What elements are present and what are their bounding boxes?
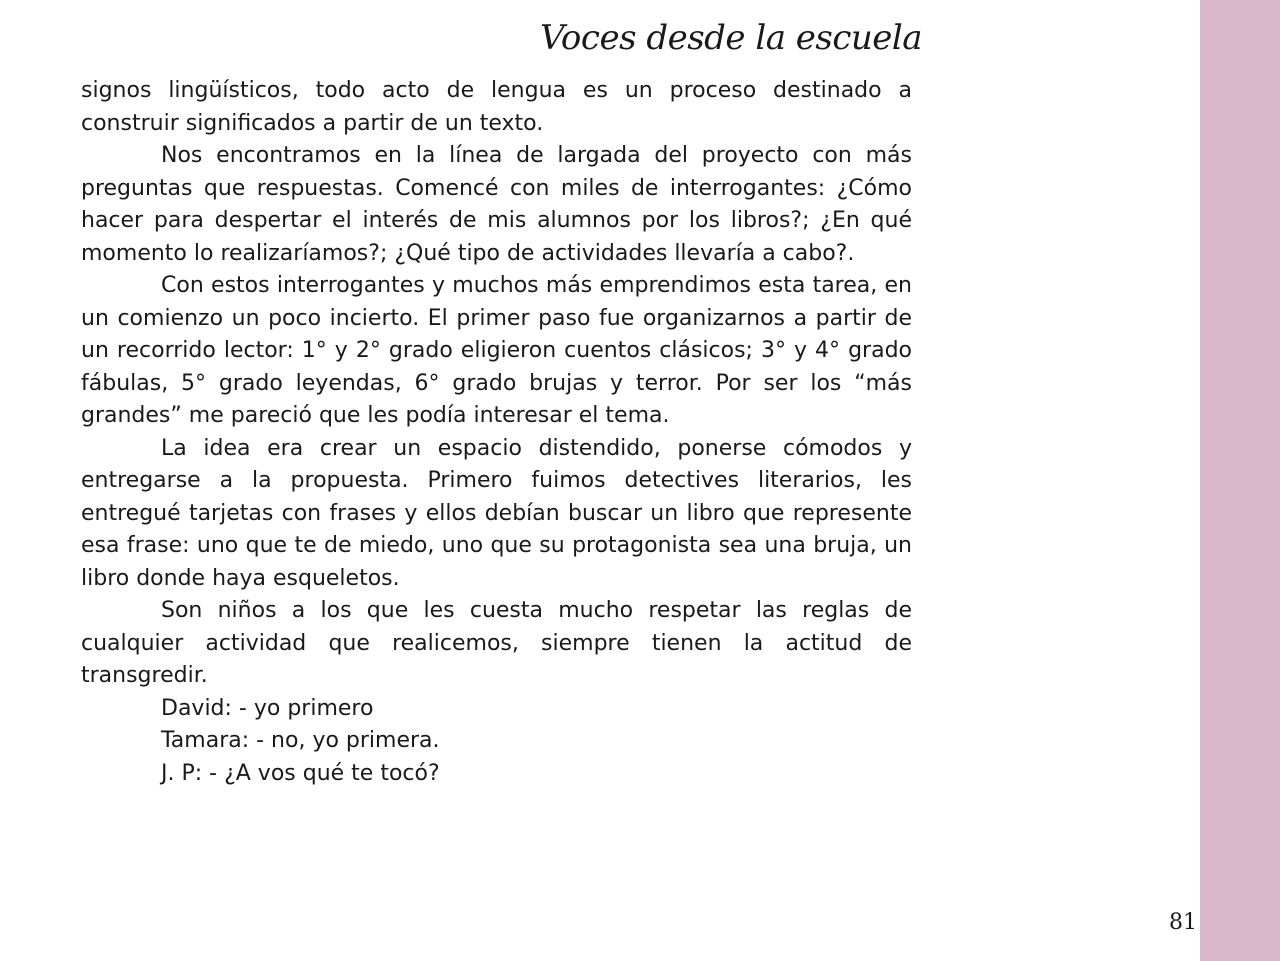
paragraph: signos lingüísticos, todo acto de lengua es un proceso destinado a construir significados a partir de un texto. [81,78,912,136]
body-text [81,75,912,790]
paragraph: Son niños a los que les cuesta mucho respetar las reglas de cualquier actividad que realicemos, siempre tienen la actitud de transgredir. [81,598,912,688]
page-number: 81 [1169,910,1197,935]
paragraph: Nos encontramos en la línea de largada del proyecto con más preguntas que respuestas. Comencé con miles de interrogantes: ¿Cómo hacer para despertar el interés de mis alumnos por los libros?; ¿En qué momento lo realizaríamos?; ¿Qué tipo de actividades llevaría a cabo?. [81,143,912,266]
dialogue-line: Tamara: - no, yo primera. [161,728,440,753]
dialogue-line: David: - yo primero [161,695,374,721]
dialogue-line: J. P: - ¿A vos qué te tocó? [161,760,440,786]
paragraph: La idea era crear un espacio distendido, ponerse cómodos y entregarse a la propuesta. Primero fuimos detectives literarios, les entregué tarjetas con frases y ellos debían buscar un libro que represente esa frase: uno que te de miedo, uno que su protagonista sea una bruja, un libro donde haya esqueletos. [81,435,912,591]
side-color-band [1200,0,1280,961]
paragraph: Con estos interrogantes y muchos más emprendimos esta tarea, en un comienzo un poco incierto. El primer paso fue organizarnos a partir de un recorrido lector: 1° y 2° grado eligieron cuentos clásicos; 3° y 4° grado fábulas, 5° grado leyendas, 6° grado brujas y terror. Por ser los “más grandes” me pareció que les podía interesar el tema. [81,273,912,428]
running-header: Voces desde la escuela [540,18,923,58]
